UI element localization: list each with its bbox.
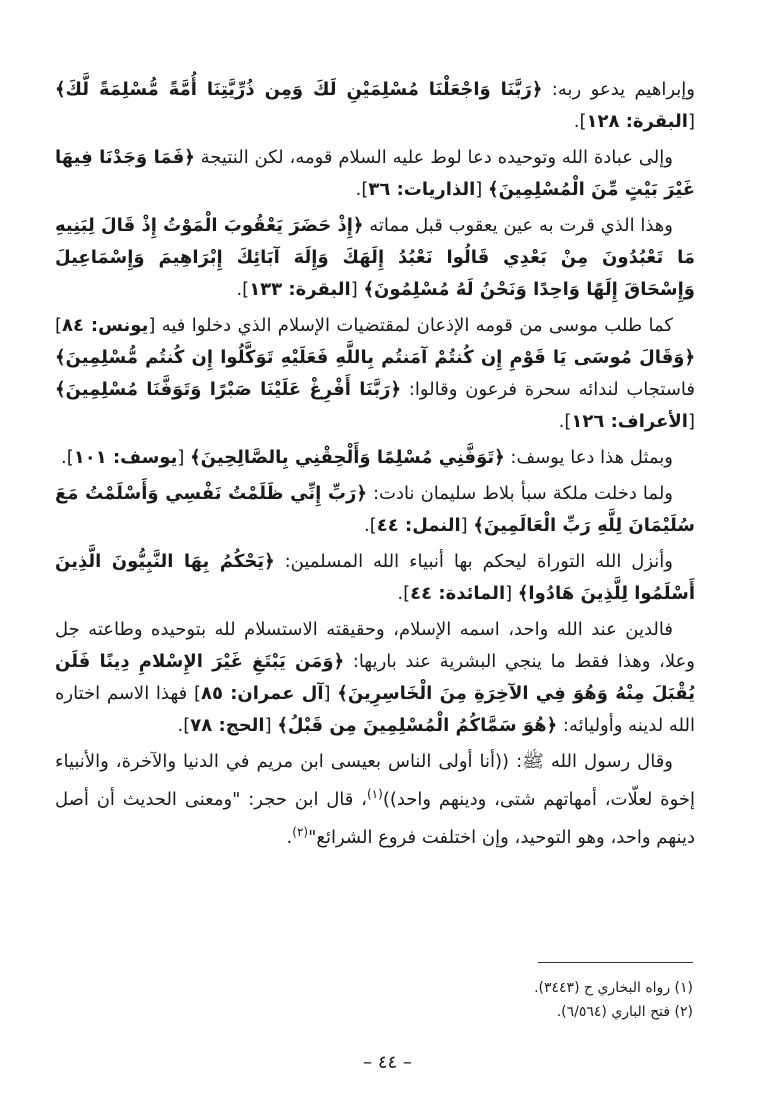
footnote-marker: (١) <box>366 787 383 801</box>
body-text-run: وهذا الذي قرت به عين يعقوب قبل مماته <box>363 215 673 236</box>
body-text-run: ] فهذا الاسم اختاره الله لدينه وأوليائه: <box>55 683 695 736</box>
verse-reference: البقرة: ١٣٣ <box>249 279 351 300</box>
main-text <box>55 74 695 858</box>
verse-reference: يوسف: ١٠١ <box>73 447 178 468</box>
verse-reference: المائدة: ٤٤ <box>410 583 506 604</box>
verse-reference: آل عمران: ٨٥ <box>200 683 324 704</box>
verse-reference: النمل: ٤٤ <box>376 515 461 536</box>
body-text-run: ]. <box>558 411 572 432</box>
body-text-run: وبمثل هذا دعا يوسف: <box>504 447 673 468</box>
paragraph <box>55 614 695 742</box>
quran-verse: ﴿تَوَفَّنِي مُسْلِمًا وَأَلْحِقْنِي بِالصَّالِحِينَ﴾ <box>190 447 505 468</box>
footnote-1: (١) رواه البخاري ح (٣٤٤٣). <box>534 980 693 996</box>
body-text-run: ]. <box>177 715 191 736</box>
paragraph <box>55 74 695 138</box>
paragraph <box>55 442 695 474</box>
quran-verse: ﴿فَمَا وَجَدْنَا فِيهَا غَيْرَ بَيْتٍ مِّنَ الْمُسْلِمِينَ﴾ <box>55 147 695 200</box>
quran-verse: ﴿وَقَالَ مُوسَى يَا قَوْمِ إِن كُنتُمْ آمَنتُم بِاللَّهِ فَعَلَيْهِ تَوَكَّلُوا إِن كُنتُم مُّسْلِمِينَ﴾ <box>55 347 695 368</box>
body-text-run: [ <box>687 411 695 432</box>
body-text-run: ]. <box>355 179 369 200</box>
body-text-run: [ <box>505 583 518 604</box>
body-text-run: [ <box>177 447 191 468</box>
body-text-run: . <box>286 827 293 848</box>
body-text-run: ]. <box>573 111 587 132</box>
page-number: – ٤٤ – <box>363 1052 412 1073</box>
body-text-run: ولما دخلت ملكة سبأ بلاط سليمان نادت: <box>366 483 673 504</box>
body-text-run: [ <box>475 179 489 200</box>
footnote-marker: (٢) <box>292 825 309 839</box>
quran-verse: ﴿هُوَ سَمَّاكُمُ الْمُسْلِمِينَ مِن قَبْلُ﴾ <box>277 715 558 736</box>
footnote-2: (٢) فتح الباري (٦/٥٦٤). <box>556 1004 693 1020</box>
body-text-run: وإبراهيم يدعو ربه: <box>542 79 695 100</box>
quran-verse: ﴿يَحْكُمُ بِهَا النَّبِيُّونَ الَّذِينَ أَسْلَمُوا لِلَّذِينَ هَادُوا﴾ <box>55 551 695 604</box>
body-text-run: ]. <box>397 583 411 604</box>
quran-verse: ﴿إِذْ حَضَرَ يَعْقُوبَ الْمَوْتُ إِذْ قَالَ لِبَنِيهِ مَا تَعْبُدُونَ مِنْ بَعْدِي قَالُوا نَعْبُدُ إِلَهَكَ وَإِلَهَ آبَائِكَ إِبْرَاهِيمَ وَإِسْمَاعِيلَ وَإِسْحَاقَ إِلَهًا وَاحِدًا وَنَحْنُ لَهُ مُسْلِمُونَ﴾ <box>55 215 695 300</box>
body-text-run: [ <box>264 715 278 736</box>
body-text-run: ]. <box>364 515 377 536</box>
body-text-run: وإلى عبادة الله وتوحيده دعا لوط عليه السلام قومه، لكن النتيجة <box>194 147 673 168</box>
body-text-run: ]. <box>60 447 74 468</box>
verse-reference: يونس: ٨٤ <box>62 315 149 336</box>
body-text-run: ، قال ابن حجر: "ومعنى الحديث أن أصل دينهم واحد، وهو التوحيد، وإن اختلفت فروع الشرائع" <box>55 789 695 848</box>
body-text-run: فالدين عند الله واحد، اسمه الإسلام، وحقيقته الاستسلام لله بتوحيده وطاعته جل وعلا، وهذا فقط ما ينجي البشرية عند باريها: <box>55 619 695 672</box>
paragraph <box>55 310 695 438</box>
verse-reference: الحج: ٧٨ <box>190 715 265 736</box>
body-text-run: وقال رسول الله ﷺ: ((أنا أولى الناس بعيسى ابن مريم في الدنيا والآخرة، والأنبياء إخوة لعلّات، أمهاتهم شتى، ودينهم واحد)) <box>55 751 695 810</box>
body-text-run: [ <box>350 279 364 300</box>
body-text-run: كما طلب موسى من قومه الإذعان لمقتضيات الإسلام الذي دخلوا فيه [ <box>148 315 673 336</box>
footnotes <box>293 976 693 1024</box>
paragraph <box>55 746 695 854</box>
footnote-divider <box>538 962 693 963</box>
body-text-run: [ <box>687 111 695 132</box>
paragraph <box>55 210 695 306</box>
quran-verse: ﴿رَبِّ إِنِّي ظَلَمْتُ نَفْسِي وَأَسْلَمْتُ مَعَ سُلَيْمَانَ لِلَّهِ رَبِّ الْعَالَمِينَ﴾ <box>55 483 695 536</box>
body-text-run: [ <box>460 515 474 536</box>
quran-verse: ﴿رَبَّنَا وَاجْعَلْنَا مُسْلِمَيْنِ لَكَ وَمِن ذُرِّيَّتِنَا أُمَّةً مُّسْلِمَةً لَّكَ﴾ <box>55 79 543 100</box>
verse-reference: البقرة: ١٢٨ <box>586 111 688 132</box>
quran-verse: ﴿رَبَّنَا أَفْرِغْ عَلَيْنَا صَبْرًا وَتَوَفَّنَا مُسْلِمِينَ﴾ <box>55 379 402 400</box>
body-text-run: ] <box>55 315 63 336</box>
body-text-run: وأنزل الله التوراة ليحكم بها أنبياء الله المسلمين: <box>274 551 673 572</box>
verse-reference: الأعراف: ١٢٦ <box>571 411 688 432</box>
quran-verse: ﴿وَمَن يَبْتَغِ غَيْرَ الإِسْلامِ دِينًا فَلَن يُقْبَلَ مِنْهُ وَهُوَ فِي الآخِرَةِ مِنَ الْخَاسِرِينَ﴾ <box>55 651 695 704</box>
paragraph <box>55 142 695 206</box>
body-text-run: [ <box>323 683 338 704</box>
body-text-run: ]. <box>236 279 250 300</box>
body-text-run: فاستجاب لندائه سحرة فرعون وقالوا: <box>401 379 695 400</box>
paragraph <box>55 546 695 610</box>
verse-reference: الذاريات: ٣٦ <box>368 179 476 200</box>
paragraph <box>55 478 695 542</box>
